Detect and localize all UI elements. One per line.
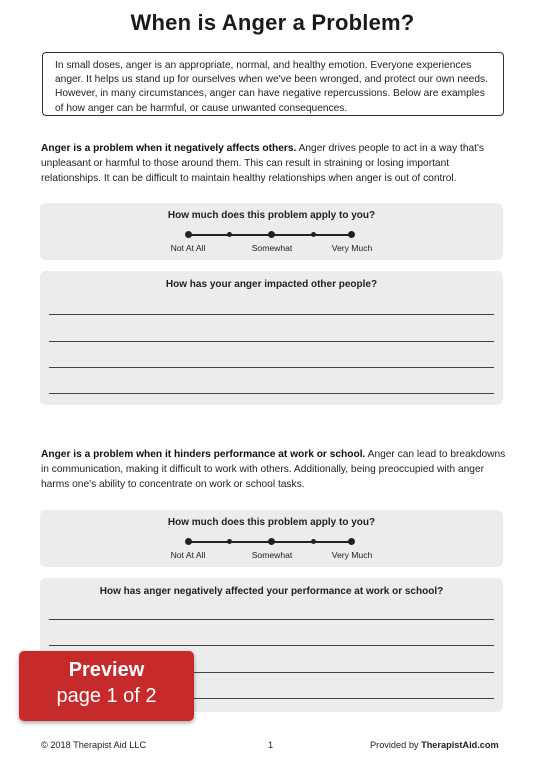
section-1-body: Anger drives people to act in a way that's unpleasant or harmful to those around them. This can result in straining or losing important relationships. It can be difficult to maintain healthy relationships when anger is out of control.	[41, 143, 485, 184]
rating-box-1	[40, 203, 503, 260]
rating-question-2: How much does this problem apply to you?	[167, 517, 376, 528]
intro-box	[42, 52, 504, 116]
section-2-heading: Anger is a problem when it hinders performance at work or school.	[41, 449, 366, 460]
page-title: When is Anger a Problem?	[130, 10, 415, 35]
scale-point-2[interactable]	[227, 232, 232, 237]
scale-label-not-at-all: Not At All	[170, 550, 206, 560]
scale-point-2[interactable]	[227, 539, 232, 544]
scale-label-somewhat: Somewhat	[251, 243, 293, 253]
preview-label: Preview	[68, 659, 145, 681]
scale-label-very-much: Very Much	[331, 550, 373, 560]
rating-box-2	[40, 510, 503, 567]
footer-page-number: 1	[268, 740, 274, 750]
writing-line[interactable]	[49, 619, 494, 620]
writing-box-1	[40, 271, 503, 405]
rating-scale-2[interactable]	[170, 538, 373, 568]
scale-label-somewhat: Somewhat	[251, 550, 293, 560]
scale-point-very-much[interactable]	[348, 231, 355, 238]
writing-question-1: How has your anger impacted other people?	[165, 279, 378, 290]
preview-badge	[19, 651, 194, 721]
writing-line[interactable]	[49, 645, 494, 646]
rating-scale-1[interactable]	[170, 231, 373, 261]
scale-point-4[interactable]	[311, 539, 316, 544]
scale-label-very-much: Very Much	[331, 243, 373, 253]
writing-line[interactable]	[49, 367, 494, 368]
section-1-text	[41, 141, 507, 186]
scale-point-not-at-all[interactable]	[185, 538, 192, 545]
scale-point-not-at-all[interactable]	[185, 231, 192, 238]
section-2-body: Anger can lead to breakdowns in communication, making it difficult to work with others. Additionally, being preoccupied with anger harms one's ability to concentrate on work or school tasks.	[41, 449, 506, 490]
rating-question-1: How much does this problem apply to you?	[167, 210, 376, 221]
section-2-text	[41, 447, 507, 492]
scale-point-very-much[interactable]	[348, 538, 355, 545]
writing-line[interactable]	[49, 341, 494, 342]
preview-page-indicator: page 1 of 2	[56, 685, 157, 707]
scale-point-4[interactable]	[311, 232, 316, 237]
intro-text: In small doses, anger is an appropriate, normal, and healthy emotion. Everyone experiences anger. It helps us stand up for ourselves when we've been wronged, and protect our own needs. However, in many circumstances, anger can have negative repercussions. Below are examples of how anger can be harmful, or cause unwanted consequences.	[55, 60, 488, 114]
scale-point-somewhat[interactable]	[268, 538, 275, 545]
footer-provided-by	[370, 740, 499, 750]
scale-point-somewhat[interactable]	[268, 231, 275, 238]
footer-copyright: © 2018 Therapist Aid LLC	[41, 740, 147, 750]
writing-line[interactable]	[49, 393, 494, 394]
footer-brand-link[interactable]: TherapistAid.com	[421, 740, 499, 750]
writing-line[interactable]	[49, 314, 494, 315]
writing-question-2: How has anger negatively affected your performance at work or school?	[99, 586, 444, 597]
scale-label-not-at-all: Not At All	[170, 243, 206, 253]
footer-provided-label: Provided by	[370, 740, 422, 750]
section-1-heading: Anger is a problem when it negatively affects others.	[41, 143, 297, 154]
